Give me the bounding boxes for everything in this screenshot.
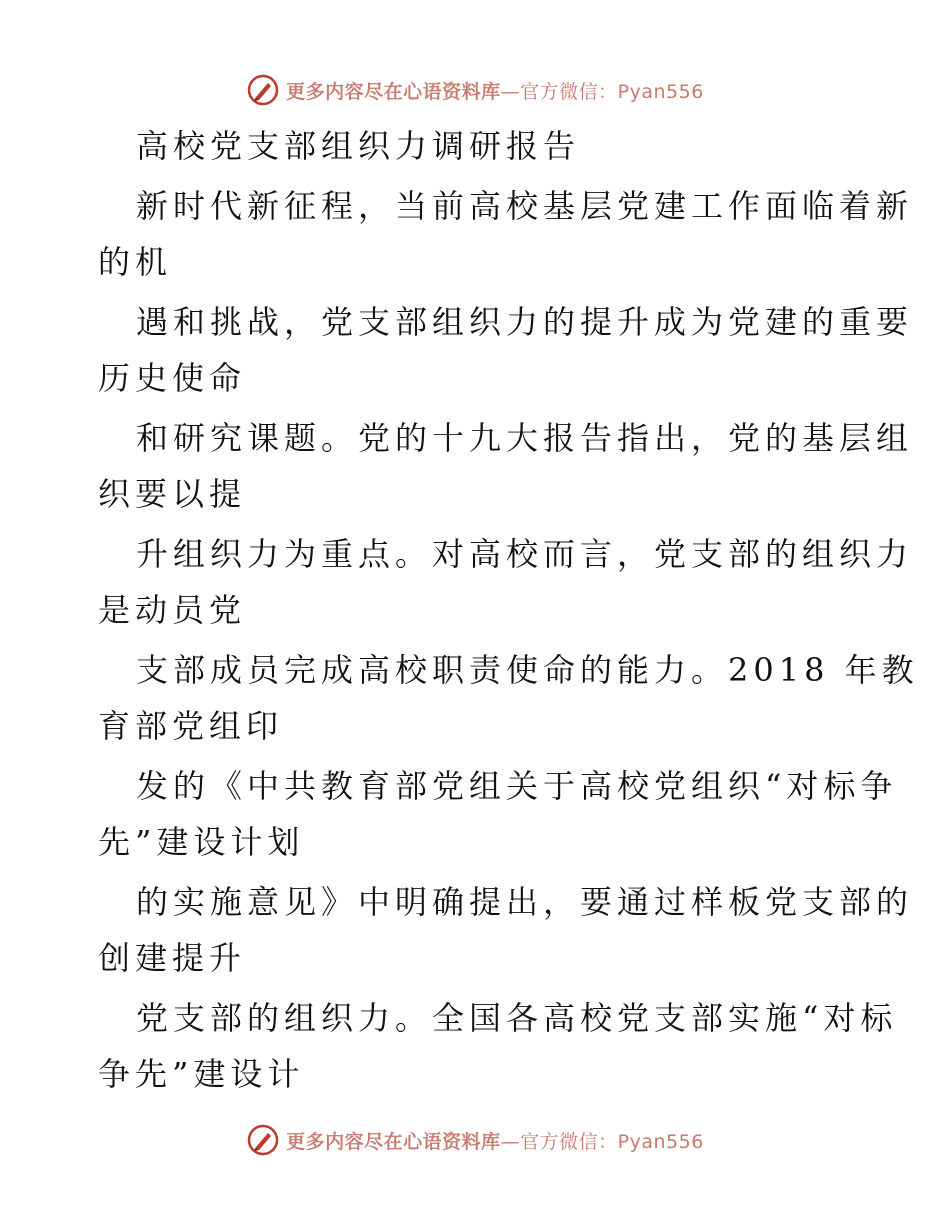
- watermark-brand: 更多内容尽在心语资料库: [286, 1130, 501, 1153]
- paragraph-line: 织要以提: [98, 475, 247, 513]
- paragraph-line: 先”建设计划: [98, 823, 305, 861]
- paragraph-line: 创建提升: [98, 939, 247, 977]
- watermark-brand: 更多内容尽在心语资料库: [286, 80, 501, 103]
- watermark-text: [286, 77, 704, 104]
- paragraph-line: 的机: [98, 243, 173, 281]
- watermark-text: [286, 1127, 704, 1154]
- footer-watermark: [0, 1120, 950, 1160]
- pen-logo-icon: [246, 73, 280, 107]
- paragraph-line: 育部党组印: [98, 707, 284, 745]
- paragraph-line: 新时代新征程，当前高校基层党建工作面临着新: [136, 187, 914, 225]
- paragraph-line: 争先”建设计: [98, 1055, 305, 1093]
- watermark-suffix: —官方微信：Pyan556: [500, 1130, 704, 1153]
- paragraph-line: 和研究课题。党的十九大报告指出，党的基层组: [136, 419, 914, 457]
- paragraph-line: 历史使命: [98, 359, 247, 397]
- watermark-suffix: —官方微信：Pyan556: [500, 80, 704, 103]
- paragraph-line: 发的《中共教育部党组关于高校党组织“对标争: [136, 767, 898, 805]
- paragraph-line: 党支部的组织力。全国各高校党支部实施“对标: [136, 999, 898, 1037]
- paragraph-line: 支部成员完成高校职责使命的能力。2018 年教: [136, 651, 919, 689]
- document-title: 高校党支部组织力调研报告: [136, 127, 581, 165]
- paragraph-line: 的实施意见》中明确提出，要通过样板党支部的: [136, 883, 914, 921]
- paragraph-line: 遇和挑战，党支部组织力的提升成为党建的重要: [136, 303, 914, 341]
- paragraph-line: 升组织力为重点。对高校而言，党支部的组织力: [136, 535, 914, 573]
- pen-logo-icon: [246, 1123, 280, 1157]
- header-watermark: [0, 70, 950, 110]
- paragraph-line: 是动员党: [98, 591, 247, 629]
